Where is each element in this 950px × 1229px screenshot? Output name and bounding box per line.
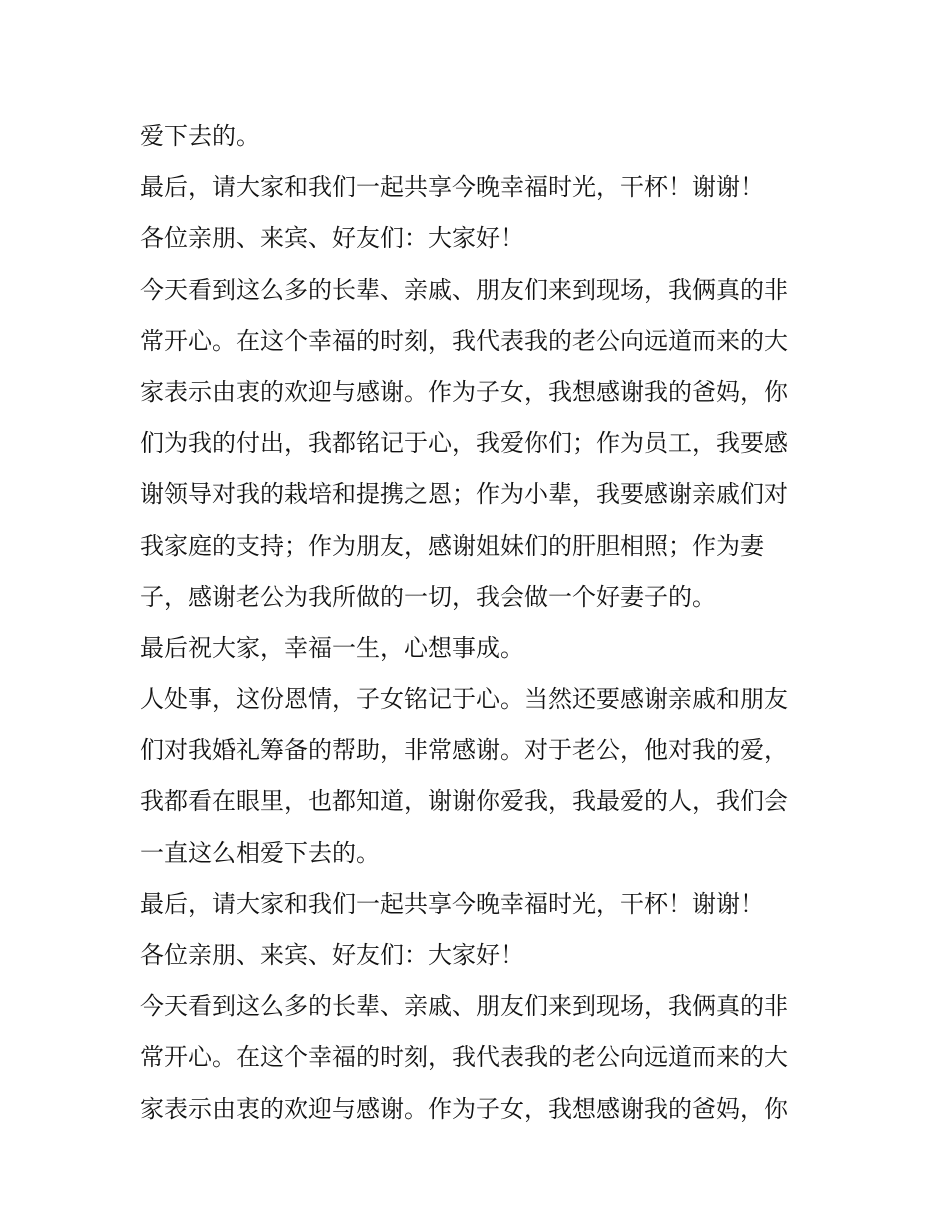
text-line: 常开心。在这个幸福的时刻，我代表我的老公向远道而来的大 <box>140 1043 788 1072</box>
document-body <box>140 111 820 1135</box>
text-line: 们对我婚礼筹备的帮助，非常感谢。对于老公，他对我的爱， <box>140 736 788 765</box>
text-line: 我家庭的支持；作为朋友，感谢姐妹们的肝胆相照；作为妻 <box>140 531 764 560</box>
text-line: 常开心。在这个幸福的时刻，我代表我的老公向远道而来的大 <box>140 326 788 355</box>
text-line: 最后，请大家和我们一起共享今晚幸福时光，干杯！谢谢！ <box>140 173 764 202</box>
text-line: 谢领导对我的栽培和提携之恩；作为小辈，我要感谢亲戚们对 <box>140 480 788 509</box>
text-line: 家表示由衷的欢迎与感谢。作为子女，我想感谢我的爸妈，你 <box>140 1094 788 1123</box>
text-line: 今天看到这么多的长辈、亲戚、朋友们来到现场，我俩真的非 <box>140 275 788 304</box>
text-line: 人处事，这份恩情，子女铭记于心。当然还要感谢亲戚和朋友 <box>140 685 788 714</box>
text-line: 一直这么相爱下去的。 <box>140 838 380 867</box>
text-line: 我都看在眼里，也都知道，谢谢你爱我，我最爱的人，我们会 <box>140 787 788 816</box>
text-line: 爱下去的。 <box>140 122 260 150</box>
text-line: 最后祝大家，幸福一生，心想事成。 <box>140 633 524 662</box>
text-line: 最后，请大家和我们一起共享今晚幸福时光，干杯！谢谢！ <box>140 889 764 918</box>
text-line: 家表示由衷的欢迎与感谢。作为子女，我想感谢我的爸妈，你 <box>140 377 788 406</box>
text-line: 各位亲朋、来宾、好友们：大家好！ <box>140 224 524 253</box>
text-line: 们为我的付出，我都铭记于心，我爱你们；作为员工，我要感 <box>140 429 788 458</box>
text-line: 今天看到这么多的长辈、亲戚、朋友们来到现场，我俩真的非 <box>140 992 788 1021</box>
text-line: 子，感谢老公为我所做的一切，我会做一个好妻子的。 <box>140 582 716 611</box>
text-line: 各位亲朋、来宾、好友们：大家好！ <box>140 941 524 969</box>
